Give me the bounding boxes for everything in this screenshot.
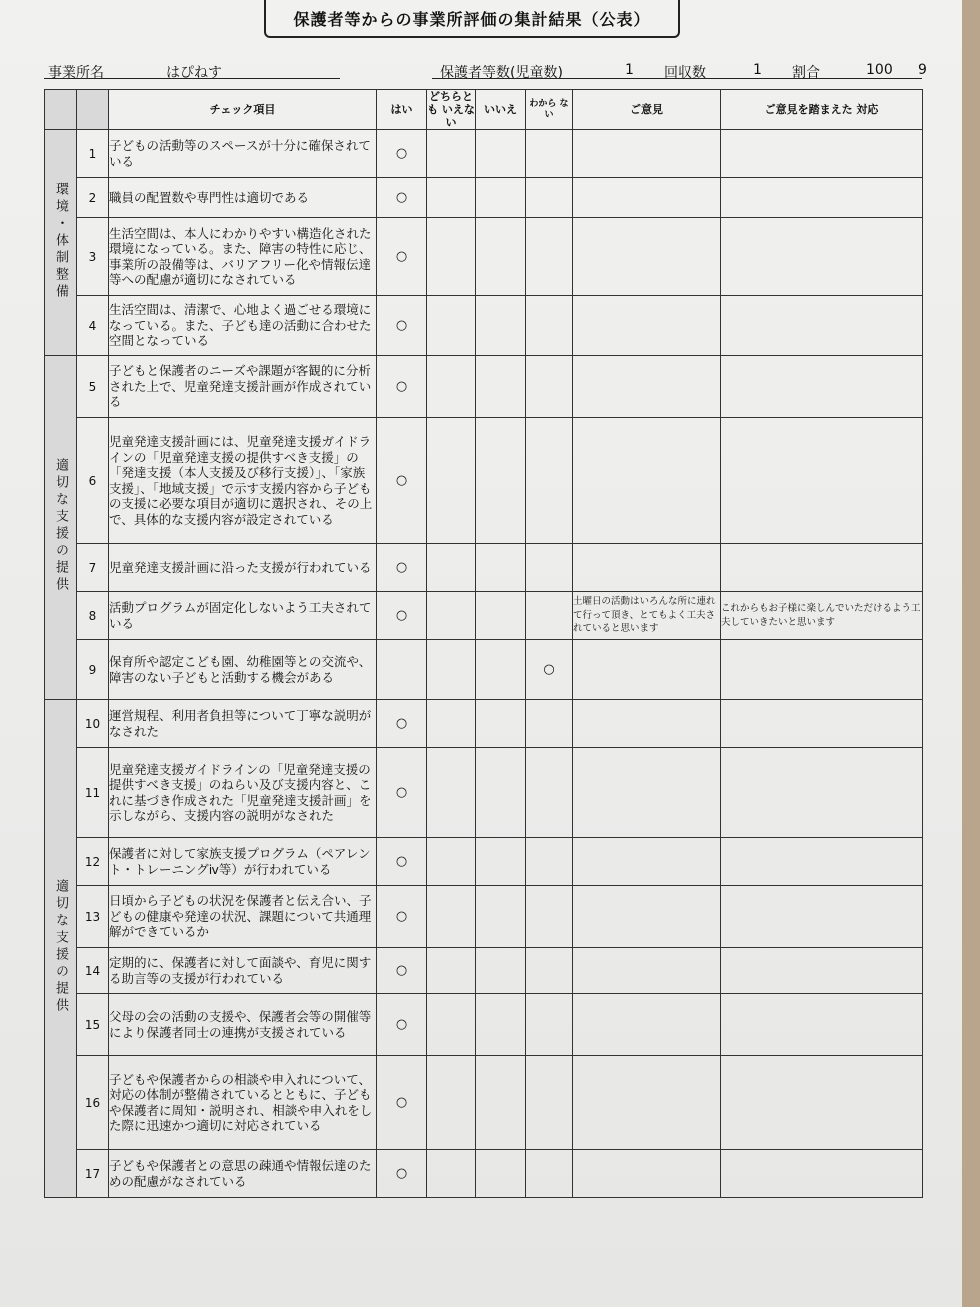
neither-mark	[427, 994, 476, 1056]
neither-mark	[427, 748, 476, 838]
category-cell	[45, 356, 77, 700]
no-mark	[476, 838, 526, 886]
check-item-text: 児童発達支援計画に沿った支援が行われている	[109, 544, 377, 592]
guardians-count: 1	[625, 62, 634, 78]
unknown-mark	[526, 296, 573, 356]
neither-mark	[427, 296, 476, 356]
no-mark	[476, 640, 526, 700]
yes-mark: ○	[377, 178, 427, 218]
category-label: 適切な支援の提供	[53, 879, 68, 1015]
opinion-text	[573, 130, 721, 178]
yes-mark: ○	[377, 218, 427, 296]
check-item-text: 父母の会の活動の支援や、保護者会等の開催等により保護者同士の連携が支援されている	[109, 994, 377, 1056]
unknown-mark	[526, 356, 573, 418]
office-name: はぴねす	[166, 65, 222, 81]
row-number: 1	[77, 130, 109, 178]
yes-mark: ○	[377, 296, 427, 356]
unknown-mark	[526, 886, 573, 948]
row-number: 14	[77, 948, 109, 994]
unknown-mark	[526, 1056, 573, 1150]
response-text: これからもお子様に楽しんでいただけるよう工夫していきたいと思います	[721, 592, 923, 640]
row-number: 15	[77, 994, 109, 1056]
neither-mark	[427, 640, 476, 700]
opinion-text	[573, 700, 721, 748]
table-row	[45, 700, 923, 748]
no-mark	[476, 886, 526, 948]
no-mark	[476, 748, 526, 838]
row-number: 10	[77, 700, 109, 748]
table-row	[45, 356, 923, 418]
yes-mark: ○	[377, 948, 427, 994]
opinion-text: 土曜日の活動はいろんな所に連れて行って頂き、とてもよく工夫されていると思います	[573, 592, 721, 640]
neither-mark	[427, 886, 476, 948]
neither-mark	[427, 948, 476, 994]
check-item-text: 児童発達支援ガイドラインの「児童発達支援の提供すべき支援」のねらい及び支援内容と、これに基づき作成された「児童発達支援計画」を示しながら、支援内容の説明がなされた	[109, 748, 377, 838]
response-header: ご意見を踏まえた 対応	[721, 90, 923, 130]
category-cell	[45, 130, 77, 356]
response-text	[721, 640, 923, 700]
unknown-mark	[526, 700, 573, 748]
ratio-label: 割合	[792, 65, 820, 81]
row-number: 7	[77, 544, 109, 592]
check-item-text: 子どもや保護者との意思の疎通や情報伝達のための配慮がなされている	[109, 1150, 377, 1198]
row-number: 4	[77, 296, 109, 356]
table-row	[45, 640, 923, 700]
neither-mark	[427, 1056, 476, 1150]
yes-mark: ○	[377, 1056, 427, 1150]
table-row	[45, 994, 923, 1056]
no-mark	[476, 296, 526, 356]
neither-mark	[427, 544, 476, 592]
table-row	[45, 1056, 923, 1150]
category-cell	[45, 700, 77, 1198]
category-header	[45, 90, 77, 130]
check-item-text: 子どもと保護者のニーズや課題が客観的に分析された上で、児童発達支援計画が作成されている	[109, 356, 377, 418]
yes-mark	[377, 640, 427, 700]
yes-mark: ○	[377, 700, 427, 748]
response-text	[721, 838, 923, 886]
opinion-text	[573, 994, 721, 1056]
evaluation-table	[44, 89, 923, 1198]
unknown-mark: ○	[526, 640, 573, 700]
check-item-text: 定期的に、保護者に対して面談や、育児に関する助言等の支援が行われている	[109, 948, 377, 994]
unknown-mark	[526, 130, 573, 178]
unknown-header: わから ない	[526, 90, 573, 130]
unknown-mark	[526, 948, 573, 994]
unknown-mark	[526, 178, 573, 218]
table-row	[45, 1150, 923, 1198]
office-underline	[44, 78, 340, 79]
table-row	[45, 886, 923, 948]
check-item-text: 子どもの活動等のスペースが十分に確保されている	[109, 130, 377, 178]
table-row	[45, 178, 923, 218]
response-text	[721, 544, 923, 592]
no-mark	[476, 218, 526, 296]
yes-mark: ○	[377, 886, 427, 948]
row-number: 16	[77, 1056, 109, 1150]
unknown-mark	[526, 748, 573, 838]
row-number: 13	[77, 886, 109, 948]
opinion-text	[573, 748, 721, 838]
row-number: 2	[77, 178, 109, 218]
no-mark	[476, 700, 526, 748]
neither-mark	[427, 1150, 476, 1198]
opinion-text	[573, 886, 721, 948]
row-number: 9	[77, 640, 109, 700]
neither-mark	[427, 356, 476, 418]
opinion-header: ご意見	[573, 90, 721, 130]
check-item-text: 生活空間は、本人にわかりやすい構造化された環境になっている。また、障害の特性に応じ、事業所の設備等は、バリアフリー化や情報伝達等への配慮が適切になされている	[109, 218, 377, 296]
table-row	[45, 418, 923, 544]
response-text	[721, 1150, 923, 1198]
neither-mark	[427, 418, 476, 544]
check-item-text: 保育所や認定こども園、幼稚園等との交流や、障害のない子どもと活動する機会がある	[109, 640, 377, 700]
opinion-text	[573, 948, 721, 994]
response-text	[721, 700, 923, 748]
check-item-text: 保護者に対して家族支援プログラム（ペアレント・トレーニングⅳ等）が行われている	[109, 838, 377, 886]
opinion-text	[573, 218, 721, 296]
table-row	[45, 544, 923, 592]
yes-mark: ○	[377, 748, 427, 838]
opinion-text	[573, 1150, 721, 1198]
yes-header: はい	[377, 90, 427, 130]
row-number: 12	[77, 838, 109, 886]
no-mark	[476, 1150, 526, 1198]
stats-underline	[432, 78, 922, 79]
check-item-text: 運営規程、利用者負担等について丁寧な説明がなされた	[109, 700, 377, 748]
no-header: いいえ	[476, 90, 526, 130]
number-header	[77, 90, 109, 130]
table-row	[45, 218, 923, 296]
no-mark	[476, 356, 526, 418]
response-text	[721, 748, 923, 838]
table-row	[45, 948, 923, 994]
category-label: 環境・体制整備	[53, 181, 68, 301]
collected-label: 回収数	[664, 65, 706, 81]
unknown-mark	[526, 994, 573, 1056]
table-row	[45, 592, 923, 640]
no-mark	[476, 418, 526, 544]
yes-mark: ○	[377, 544, 427, 592]
check-item-text: 生活空間は、清潔で、心地よく過ごせる環境になっている。また、子ども達の活動に合わせた空間となっている	[109, 296, 377, 356]
unknown-mark	[526, 418, 573, 544]
unknown-mark	[526, 1150, 573, 1198]
no-mark	[476, 994, 526, 1056]
no-mark	[476, 130, 526, 178]
check-item-header: チェック項目	[109, 90, 377, 130]
no-mark	[476, 544, 526, 592]
unknown-mark	[526, 592, 573, 640]
yes-mark: ○	[377, 994, 427, 1056]
table-row	[45, 838, 923, 886]
yes-mark: ○	[377, 592, 427, 640]
neither-mark	[427, 838, 476, 886]
page-title: 保護者等からの事業所評価の集計結果（公表）	[264, 0, 680, 38]
yes-mark: ○	[377, 130, 427, 178]
table-row	[45, 130, 923, 178]
neither-mark	[427, 218, 476, 296]
ratio-value: 100	[866, 62, 893, 78]
response-text	[721, 130, 923, 178]
response-text	[721, 178, 923, 218]
row-number: 6	[77, 418, 109, 544]
unknown-mark	[526, 218, 573, 296]
ratio-trail: 9	[918, 62, 927, 78]
yes-mark: ○	[377, 1150, 427, 1198]
response-text	[721, 356, 923, 418]
collected-count: 1	[753, 62, 762, 78]
opinion-text	[573, 640, 721, 700]
category-label: 適切な支援の提供	[53, 458, 68, 594]
table-row	[45, 748, 923, 838]
no-mark	[476, 592, 526, 640]
unknown-mark	[526, 838, 573, 886]
response-text	[721, 296, 923, 356]
neither-mark	[427, 178, 476, 218]
unknown-mark	[526, 544, 573, 592]
yes-mark: ○	[377, 356, 427, 418]
check-item-text: 日頃から子どもの状況を保護者と伝え合い、子どもの健康や発達の状況、課題について共通理解ができているか	[109, 886, 377, 948]
response-text	[721, 948, 923, 994]
check-item-text: 職員の配置数や専門性は適切である	[109, 178, 377, 218]
header-row	[45, 90, 923, 130]
opinion-text	[573, 838, 721, 886]
opinion-text	[573, 418, 721, 544]
opinion-text	[573, 178, 721, 218]
opinion-text	[573, 1056, 721, 1150]
row-number: 5	[77, 356, 109, 418]
check-item-text: 児童発達支援計画には、児童発達支援ガイドラインの「児童発達支援の提供すべき支援」の「発達支援（本人支援及び移行支援）」、「家族支援」、「地域支援」で示す支援内容から子どもの支援に必要な項目が適切に選択され、その上で、具体的な支援内容が設定されている	[109, 418, 377, 544]
office-label: 事業所名	[48, 65, 104, 81]
opinion-text	[573, 544, 721, 592]
check-item-text: 活動プログラムが固定化しないよう工夫されている	[109, 592, 377, 640]
neither-mark	[427, 700, 476, 748]
response-text	[721, 418, 923, 544]
no-mark	[476, 948, 526, 994]
no-mark	[476, 1056, 526, 1150]
guardians-label: 保護者等数(児童数)	[440, 65, 563, 81]
neither-mark	[427, 592, 476, 640]
response-text	[721, 886, 923, 948]
row-number: 8	[77, 592, 109, 640]
response-text	[721, 994, 923, 1056]
response-text	[721, 1056, 923, 1150]
check-item-text: 子どもや保護者からの相談や申入れについて、対応の体制が整備されているとともに、子どもや保護者に周知・説明され、相談や申入れをした際に迅速かつ適切に対応されている	[109, 1056, 377, 1150]
yes-mark: ○	[377, 838, 427, 886]
neither-header: どちらとも いえない	[427, 90, 475, 129]
row-number: 11	[77, 748, 109, 838]
table-row	[45, 296, 923, 356]
row-number: 3	[77, 218, 109, 296]
opinion-text	[573, 356, 721, 418]
no-mark	[476, 178, 526, 218]
opinion-text	[573, 296, 721, 356]
neither-mark	[427, 130, 476, 178]
row-number: 17	[77, 1150, 109, 1198]
yes-mark: ○	[377, 418, 427, 544]
response-text	[721, 218, 923, 296]
